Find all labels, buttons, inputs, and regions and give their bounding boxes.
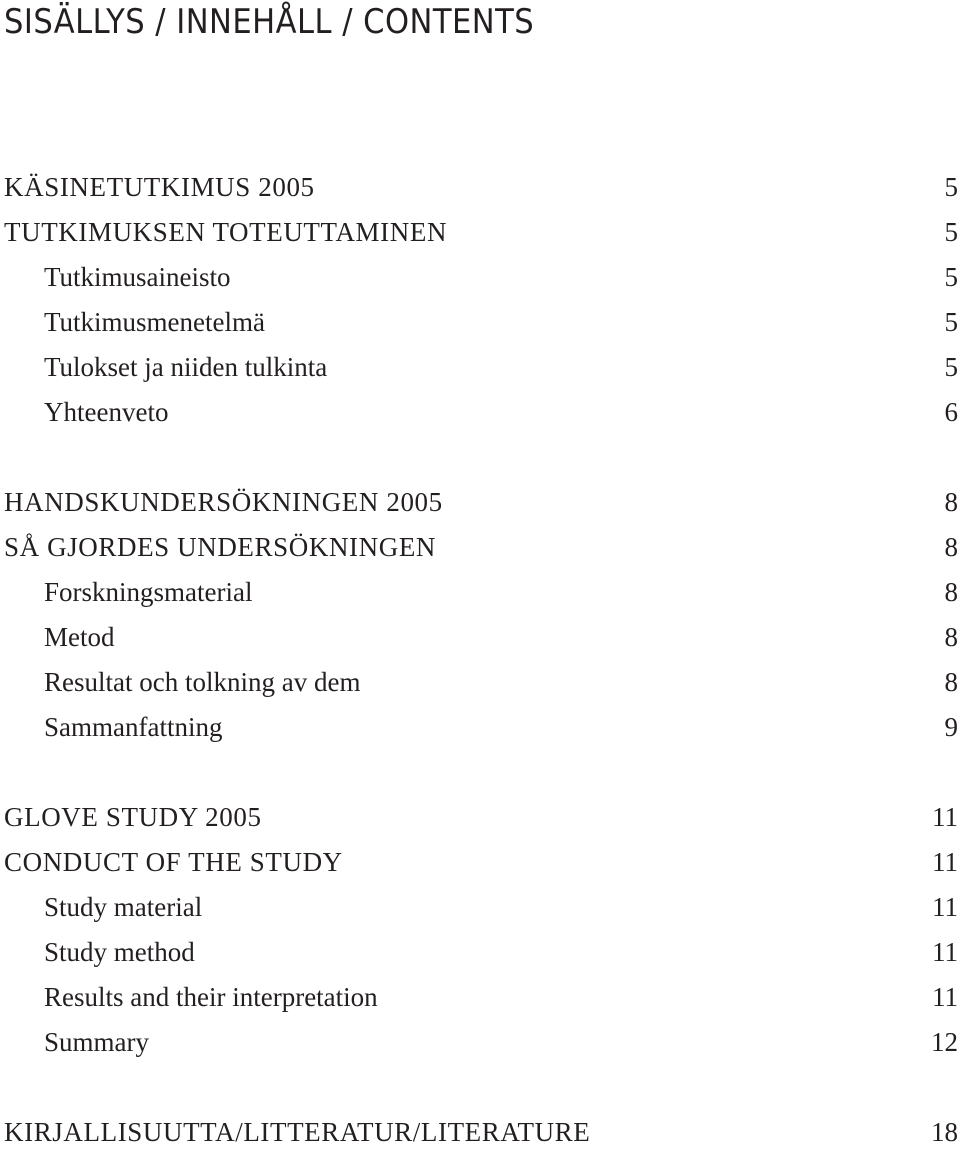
toc-entry[interactable] (4, 799, 958, 835)
toc-entry-title: Tulokset ja niiden tulkinta (44, 352, 328, 382)
toc-entry[interactable] (4, 259, 958, 295)
toc-entry-page: 11 (932, 937, 958, 967)
toc-entry[interactable] (4, 529, 958, 565)
toc-entry-page: 6 (944, 397, 958, 427)
toc-entry[interactable] (4, 484, 958, 520)
toc-entry-title: Study method (44, 937, 195, 967)
toc-entry-title: Results and their interpretation (44, 982, 378, 1012)
toc-entry-title: Metod (44, 622, 115, 652)
page-title: SISÄLLYS / INNEHÅLL / CONTENTS (4, 2, 535, 42)
toc-entry-page: 5 (944, 217, 958, 247)
toc-entry-title: HANDSKUNDERSÖKNINGEN 2005 (4, 487, 443, 517)
toc-entry-page: 11 (932, 847, 958, 877)
toc-entry-title: Forskningsmaterial (44, 577, 253, 607)
toc-entry-title: Summary (44, 1027, 149, 1057)
toc-entry-page: 8 (944, 487, 958, 517)
toc-entry-page: 8 (944, 532, 958, 562)
toc-entry-title: GLOVE STUDY 2005 (4, 802, 262, 832)
toc-entry[interactable] (4, 574, 958, 610)
toc-entry[interactable] (4, 214, 958, 250)
toc-entry[interactable] (4, 979, 958, 1015)
toc-entry-title: SÅ GJORDES UNDERSÖKNINGEN (4, 532, 437, 562)
toc-entry-page: 12 (931, 1027, 958, 1057)
toc-entry-page: 5 (944, 352, 958, 382)
toc-entry[interactable] (4, 709, 958, 745)
toc-entry[interactable] (4, 1024, 958, 1060)
toc-entry-page: 18 (931, 1117, 958, 1147)
toc-entry-page: 11 (932, 982, 958, 1012)
toc-entry-page: 8 (944, 667, 958, 697)
toc-entry[interactable] (4, 844, 958, 880)
toc-entry-page: 5 (944, 307, 958, 337)
toc-entry[interactable] (4, 619, 958, 655)
toc-entry[interactable] (4, 1114, 958, 1150)
toc-entry-title: Study material (44, 892, 203, 922)
toc-entry-page: 5 (944, 262, 958, 292)
toc-entry[interactable] (4, 889, 958, 925)
toc-entry-title: Sammanfattning (44, 712, 223, 742)
toc-entry-title: TUTKIMUKSEN TOTEUTTAMINEN (4, 217, 448, 247)
toc-entry-page: 8 (944, 577, 958, 607)
toc-entry-title: Tutkimusaineisto (44, 262, 231, 292)
toc-entry-title: Tutkimusmenetelmä (44, 307, 265, 337)
toc-entry-title: Yhteenveto (44, 397, 169, 427)
toc-entry[interactable] (4, 169, 958, 205)
toc-entry-title: Resultat och tolkning av dem (44, 667, 361, 697)
toc-entry-page: 8 (944, 622, 958, 652)
toc-entry[interactable] (4, 349, 958, 385)
toc-entry-page: 9 (944, 712, 958, 742)
toc-entry-title: CONDUCT OF THE STUDY (4, 847, 343, 877)
toc-entry-page: 11 (932, 802, 958, 832)
toc-entry[interactable] (4, 664, 958, 700)
toc-entry-page: 5 (944, 172, 958, 202)
toc-entry-title: KÄSINETUTKIMUS 2005 (4, 172, 315, 202)
toc-entry-title: KIRJALLISUUTTA/LITTERATUR/LITERATURE (4, 1117, 591, 1147)
toc-entry[interactable] (4, 934, 958, 970)
toc-entry-page: 11 (932, 892, 958, 922)
toc-entry[interactable] (4, 394, 958, 430)
toc-entry[interactable] (4, 304, 958, 340)
